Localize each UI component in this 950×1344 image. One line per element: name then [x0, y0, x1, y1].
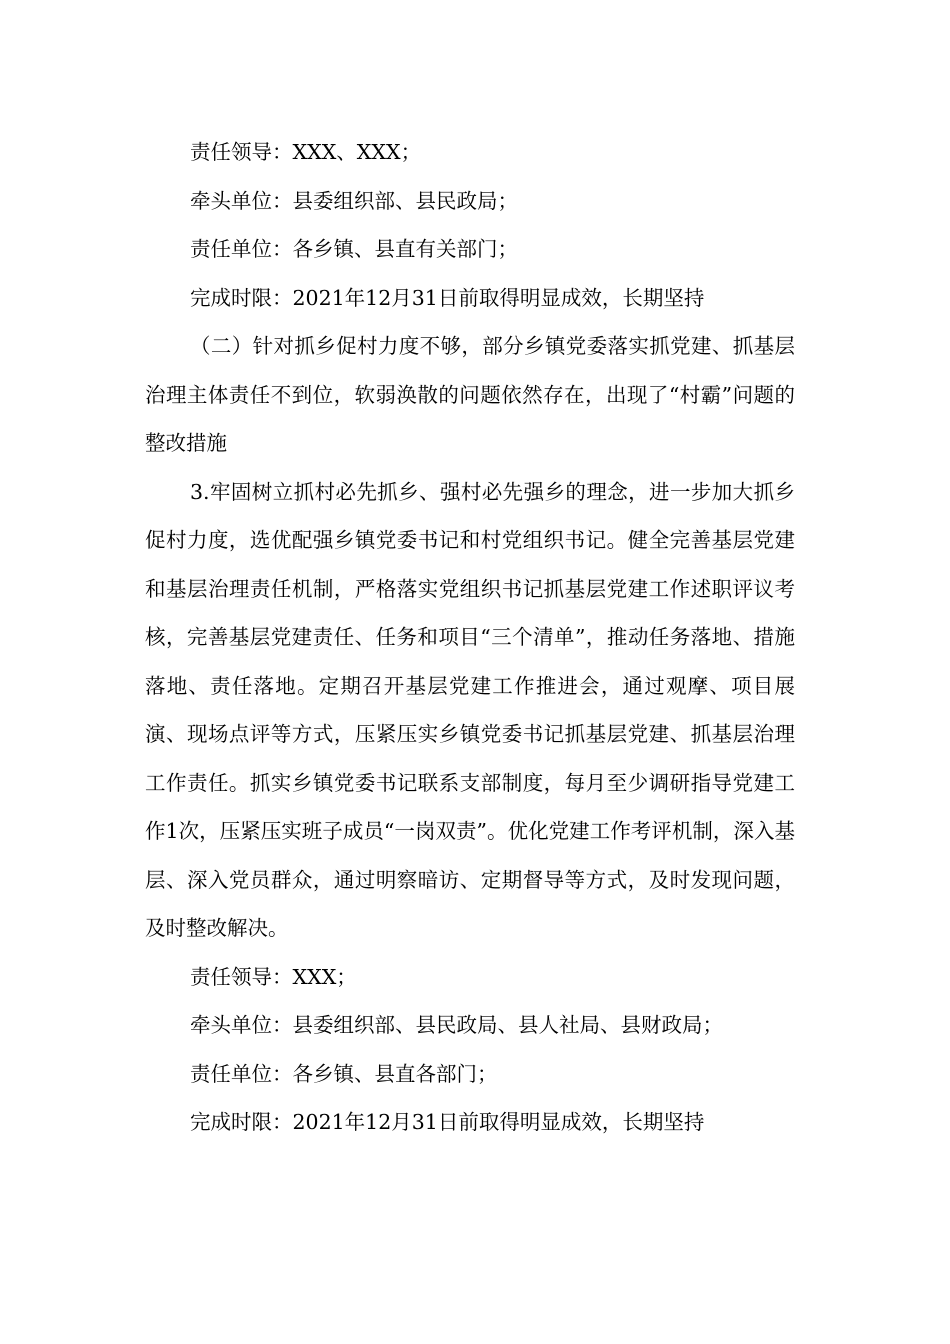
responsible-unit-line: 责任单位：各乡镇、县直有关部门；: [190, 237, 518, 261]
lead-unit-line: 牵头单位：县委组织部、县民政局；: [190, 188, 518, 213]
measure-item-3: 3.牢固树立抓村必先抓乡、强村必先强乡的理念，进一步加大抓乡促村力度，选优配强乡镇党委书记和村党组织书记。健全完善基层党建和基层治理责任机制，严格落实党组织书记抓基层党建工作述职评议考核，完善基层党建责任、任务和项目“三个清单”，推动任务落地、措施落地、责任落地。定期召开基层党建工作推进会，通过观摩、项目展演、现场点评等方式，压紧压实乡镇党委书记抓基层党建、抓基层治理工作责任。抓实乡镇党委书记联系支部制度，每月至少调研指导党建工作1次，压紧压实班子成员“一岗双责”。优化党建工作考评机制，深入基层、深入党员群众，通过明察暗访、定期督导等方式，及时发现问题，及时整改解决。: [145, 479, 795, 940]
responsible-leader-line: 责任领导：XXX、XXX；: [190, 140, 422, 164]
document-body: [145, 128, 795, 1147]
lead-unit-line-2: 牵头单位：县委组织部、县民政局、县人社局、县财政局；: [190, 1013, 723, 1037]
deadline-line-2: 完成时限：2021年12月31日前取得明显成效，长期坚持: [190, 1110, 705, 1134]
section-heading: （二）针对抓乡促村力度不够，部分乡镇党委落实抓党建、抓基层治理主体责任不到位，软弱涣散的问题依然存在，出现了“村霸”问题的整改措施: [145, 334, 795, 455]
deadline-line: 完成时限：2021年12月31日前取得明显成效，长期坚持: [190, 285, 705, 310]
responsible-unit-line-2: 责任单位：各乡镇、县直各部门；: [190, 1061, 498, 1086]
responsible-leader-line-2: 责任领导：XXX；: [190, 964, 357, 989]
